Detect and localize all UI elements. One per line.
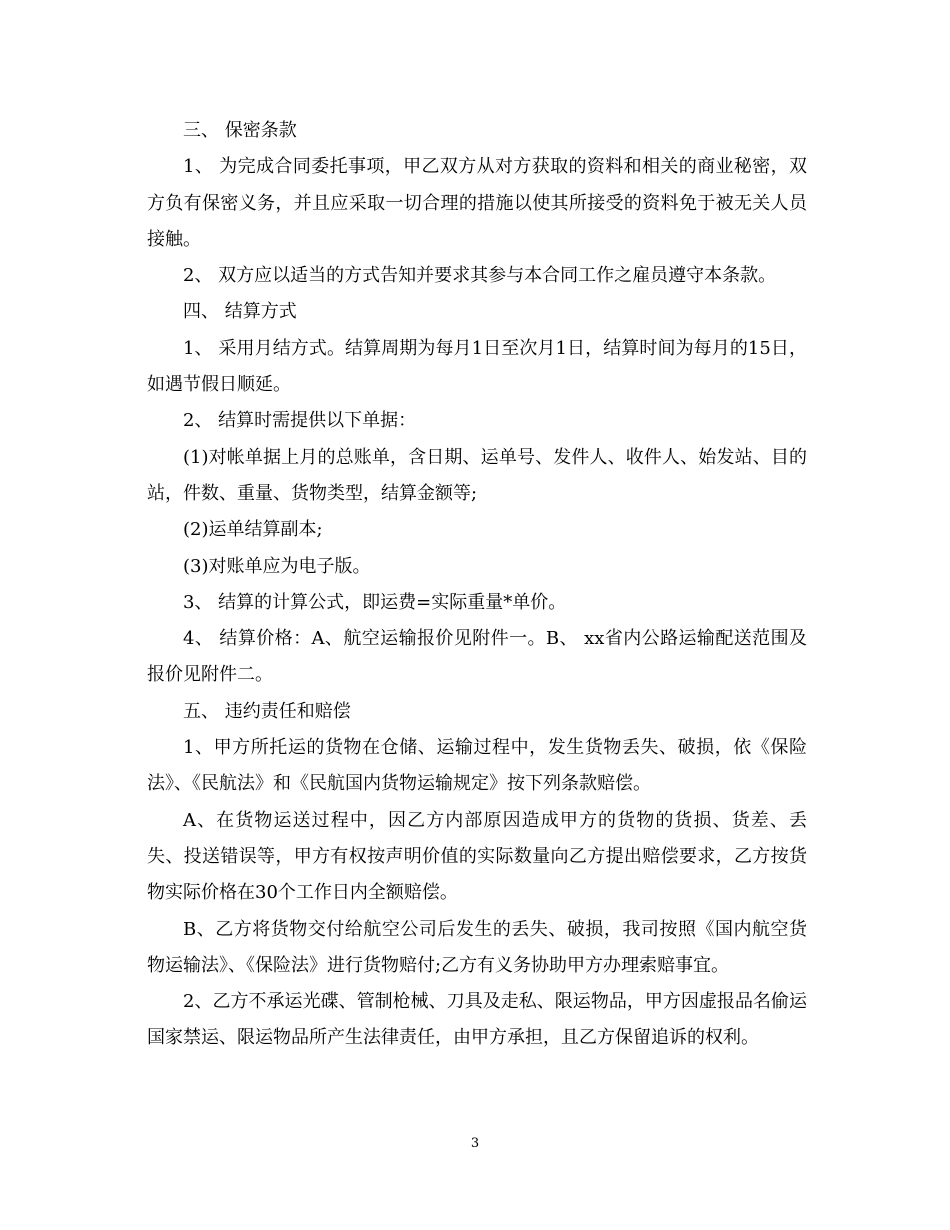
paragraph: 2、乙方不承运光碟、管制枪械、刀具及走私、限运物品，甲方因虚报品名偷运国家禁运、限运物品所产生法律责任，由甲方承担，且乙方保留追诉的权利。 [147,991,807,1049]
section-heading-liability: 五、 违约责任和赔偿 [183,700,351,722]
paragraph: 2、 结算时需提供以下单据： [183,410,417,432]
paragraph: 2、 双方应以适当的方式告知并要求其参与本合同工作之雇员遵守本条款。 [183,265,777,287]
paragraph: B、乙方将货物交付给航空公司后发生的丢失、破损，我司按照《国内航空货物运输法》、《保险法》进行货物赔付;乙方有义务协助甲方办理索赔事宜。 [147,918,807,976]
section-heading-confidentiality: 三、 保密条款 [183,120,297,141]
paragraph: 1、 为完成合同委托事项，甲乙双方从对方获取的资料和相关的商业秘密，双方负有保密义务，并且应采取一切合理的措施以使其所接受的资料免于被无关人员接触。 [147,156,807,250]
paragraph: (3)对账单应为电子版。 [183,555,371,577]
paragraph: A、在货物运送过程中，因乙方内部原因造成甲方的货物的货损、货差、丢失、投送错误等，甲方有权按声明价值的实际数量向乙方提出赔偿要求，乙方按货物实际价格在30个工作日内全额赔偿。 [147,809,807,904]
paragraph: (1)对帐单据上月的总账单，含日期、运单号、发件人、收件人、始发站、目的站，件数、重量、货物类型，结算金额等; [147,446,807,504]
page-number: 3 [470,1136,480,1151]
paragraph: 1、甲方所托运的货物在仓储、运输过程中，发生货物丢失、破损，依《保险法》、《民航法》和《民航国内货物运输规定》按下列条款赔偿。 [147,737,807,795]
paragraph: 3、 结算的计算公式，即运费=实际重量*单价。 [183,591,567,613]
paragraph: 4、 结算价格：A、航空运输报价见附件一。B、 xx省内公路运输配送范围及报价见附件二。 [147,628,807,686]
paragraph: (2)运单结算副本; [183,519,323,541]
document-body [147,113,807,1057]
paragraph: 1、 采用月结方式。结算周期为每月1日至次月1日，结算时间为每月的15日，如遇节假日顺延。 [147,337,807,396]
section-heading-settlement: 四、 结算方式 [183,301,297,323]
